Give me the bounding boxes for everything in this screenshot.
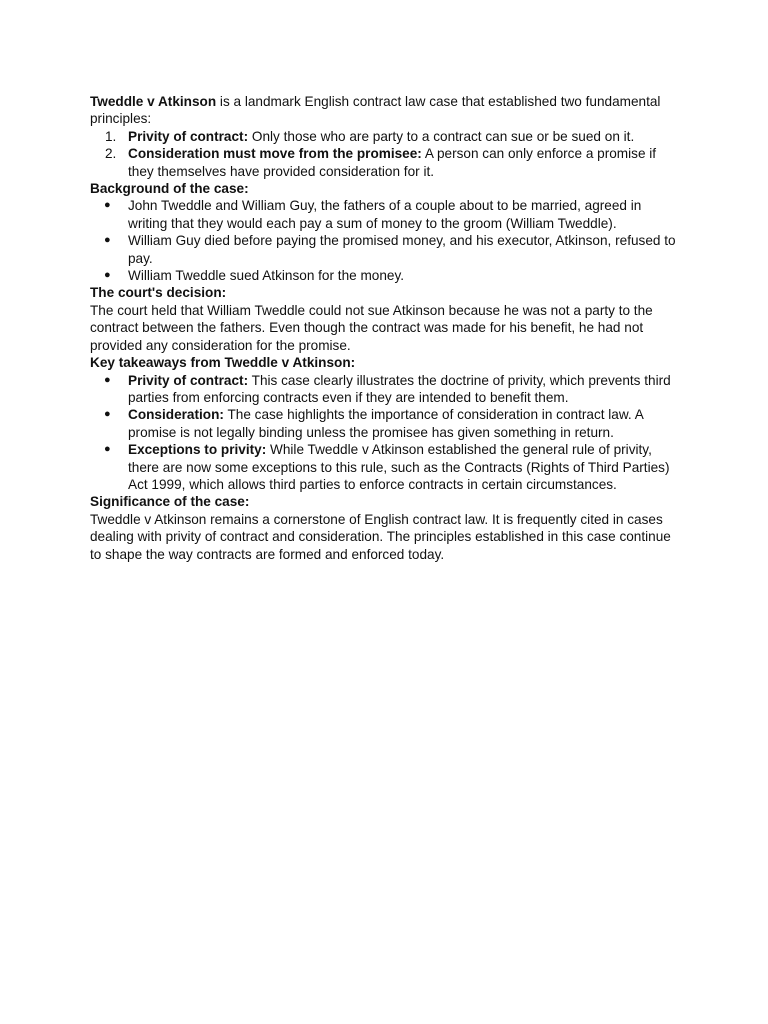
principle-text: A person can only enforce a promise if they themselves have provided consideration for it. — [128, 146, 657, 179]
case-title: Tweddle v Atkinson — [90, 94, 217, 109]
list-item-text: William Tweddle sued Atkinson for the money. — [128, 268, 405, 284]
list-number: 2. — [105, 146, 117, 162]
background-list — [90, 197, 680, 284]
takeaway-text: This case clearly illustrates the doctrine of privity, which prevents third parties from enforcing contracts even if they are intended to benefit them. — [128, 372, 671, 405]
list-item — [90, 232, 680, 267]
bullet-icon: ● — [104, 443, 111, 456]
takeaways-list — [90, 372, 680, 494]
takeaway-text: The case highlights the importance of consideration in contract law. A promise is not legally binding unless the promisee has given something in return. — [128, 407, 644, 440]
background-heading: Background of the case: — [90, 181, 249, 197]
list-item — [90, 406, 680, 441]
list-item — [90, 441, 680, 493]
bullet-icon: ● — [104, 373, 111, 386]
intro-text: is a landmark English contract law case that established two fundamental principles: — [90, 94, 661, 127]
list-item-text: John Tweddle and William Guy, the fathers of a couple about to be married, agreed in writing that they would each pay a sum of money to the groom (William Tweddle). — [128, 198, 642, 231]
list-item — [90, 128, 680, 145]
bullet-icon: ● — [104, 234, 111, 247]
list-item — [90, 372, 680, 407]
list-item-text: William Guy died before paying the promised money, and his executor, Atkinson, refused to pay. — [128, 233, 676, 266]
takeaway-label: Consideration: — [128, 407, 224, 423]
takeaway-label: Exceptions to privity: — [128, 442, 267, 458]
list-number: 1. — [105, 128, 117, 144]
takeaway-label: Privity of contract: — [128, 372, 249, 388]
document-page — [90, 93, 680, 563]
principle-label: Consideration must move from the promisee: — [128, 146, 422, 162]
takeaway-text: While Tweddle v Atkinson established the general rule of privity, there are now some exceptions to this rule, such as the Contracts (Rights of Third Parties) Act 1999, which allows third parties to enforce contracts in certain circumstances. — [128, 442, 670, 492]
principle-label: Privity of contract: — [128, 128, 249, 144]
bullet-icon: ● — [104, 269, 111, 282]
principle-text: Only those who are party to a contract can sue or be sued on it. — [248, 128, 635, 144]
significance-heading: Significance of the case: — [90, 494, 250, 510]
decision-heading: The court's decision: — [90, 285, 227, 301]
decision-paragraph: The court held that William Tweddle could not sue Atkinson because he was not a party to the contract between the fathers. Even though the contract was made for his benefit, he had not provided any consideration for the promise. — [90, 302, 653, 353]
bullet-icon: ● — [104, 199, 111, 212]
list-item — [90, 197, 680, 232]
list-item — [90, 145, 680, 180]
intro-paragraph — [90, 93, 680, 128]
significance-paragraph: Tweddle v Atkinson remains a cornerstone of English contract law. It is frequently cited in cases dealing with privity of contract and consideration. The principles established in this case continue to shape the way contracts are formed and enforced today. — [90, 511, 671, 562]
principles-list — [90, 128, 680, 180]
bullet-icon: ● — [104, 408, 111, 421]
list-item — [90, 267, 680, 284]
takeaways-heading: Key takeaways from Tweddle v Atkinson: — [90, 355, 356, 371]
